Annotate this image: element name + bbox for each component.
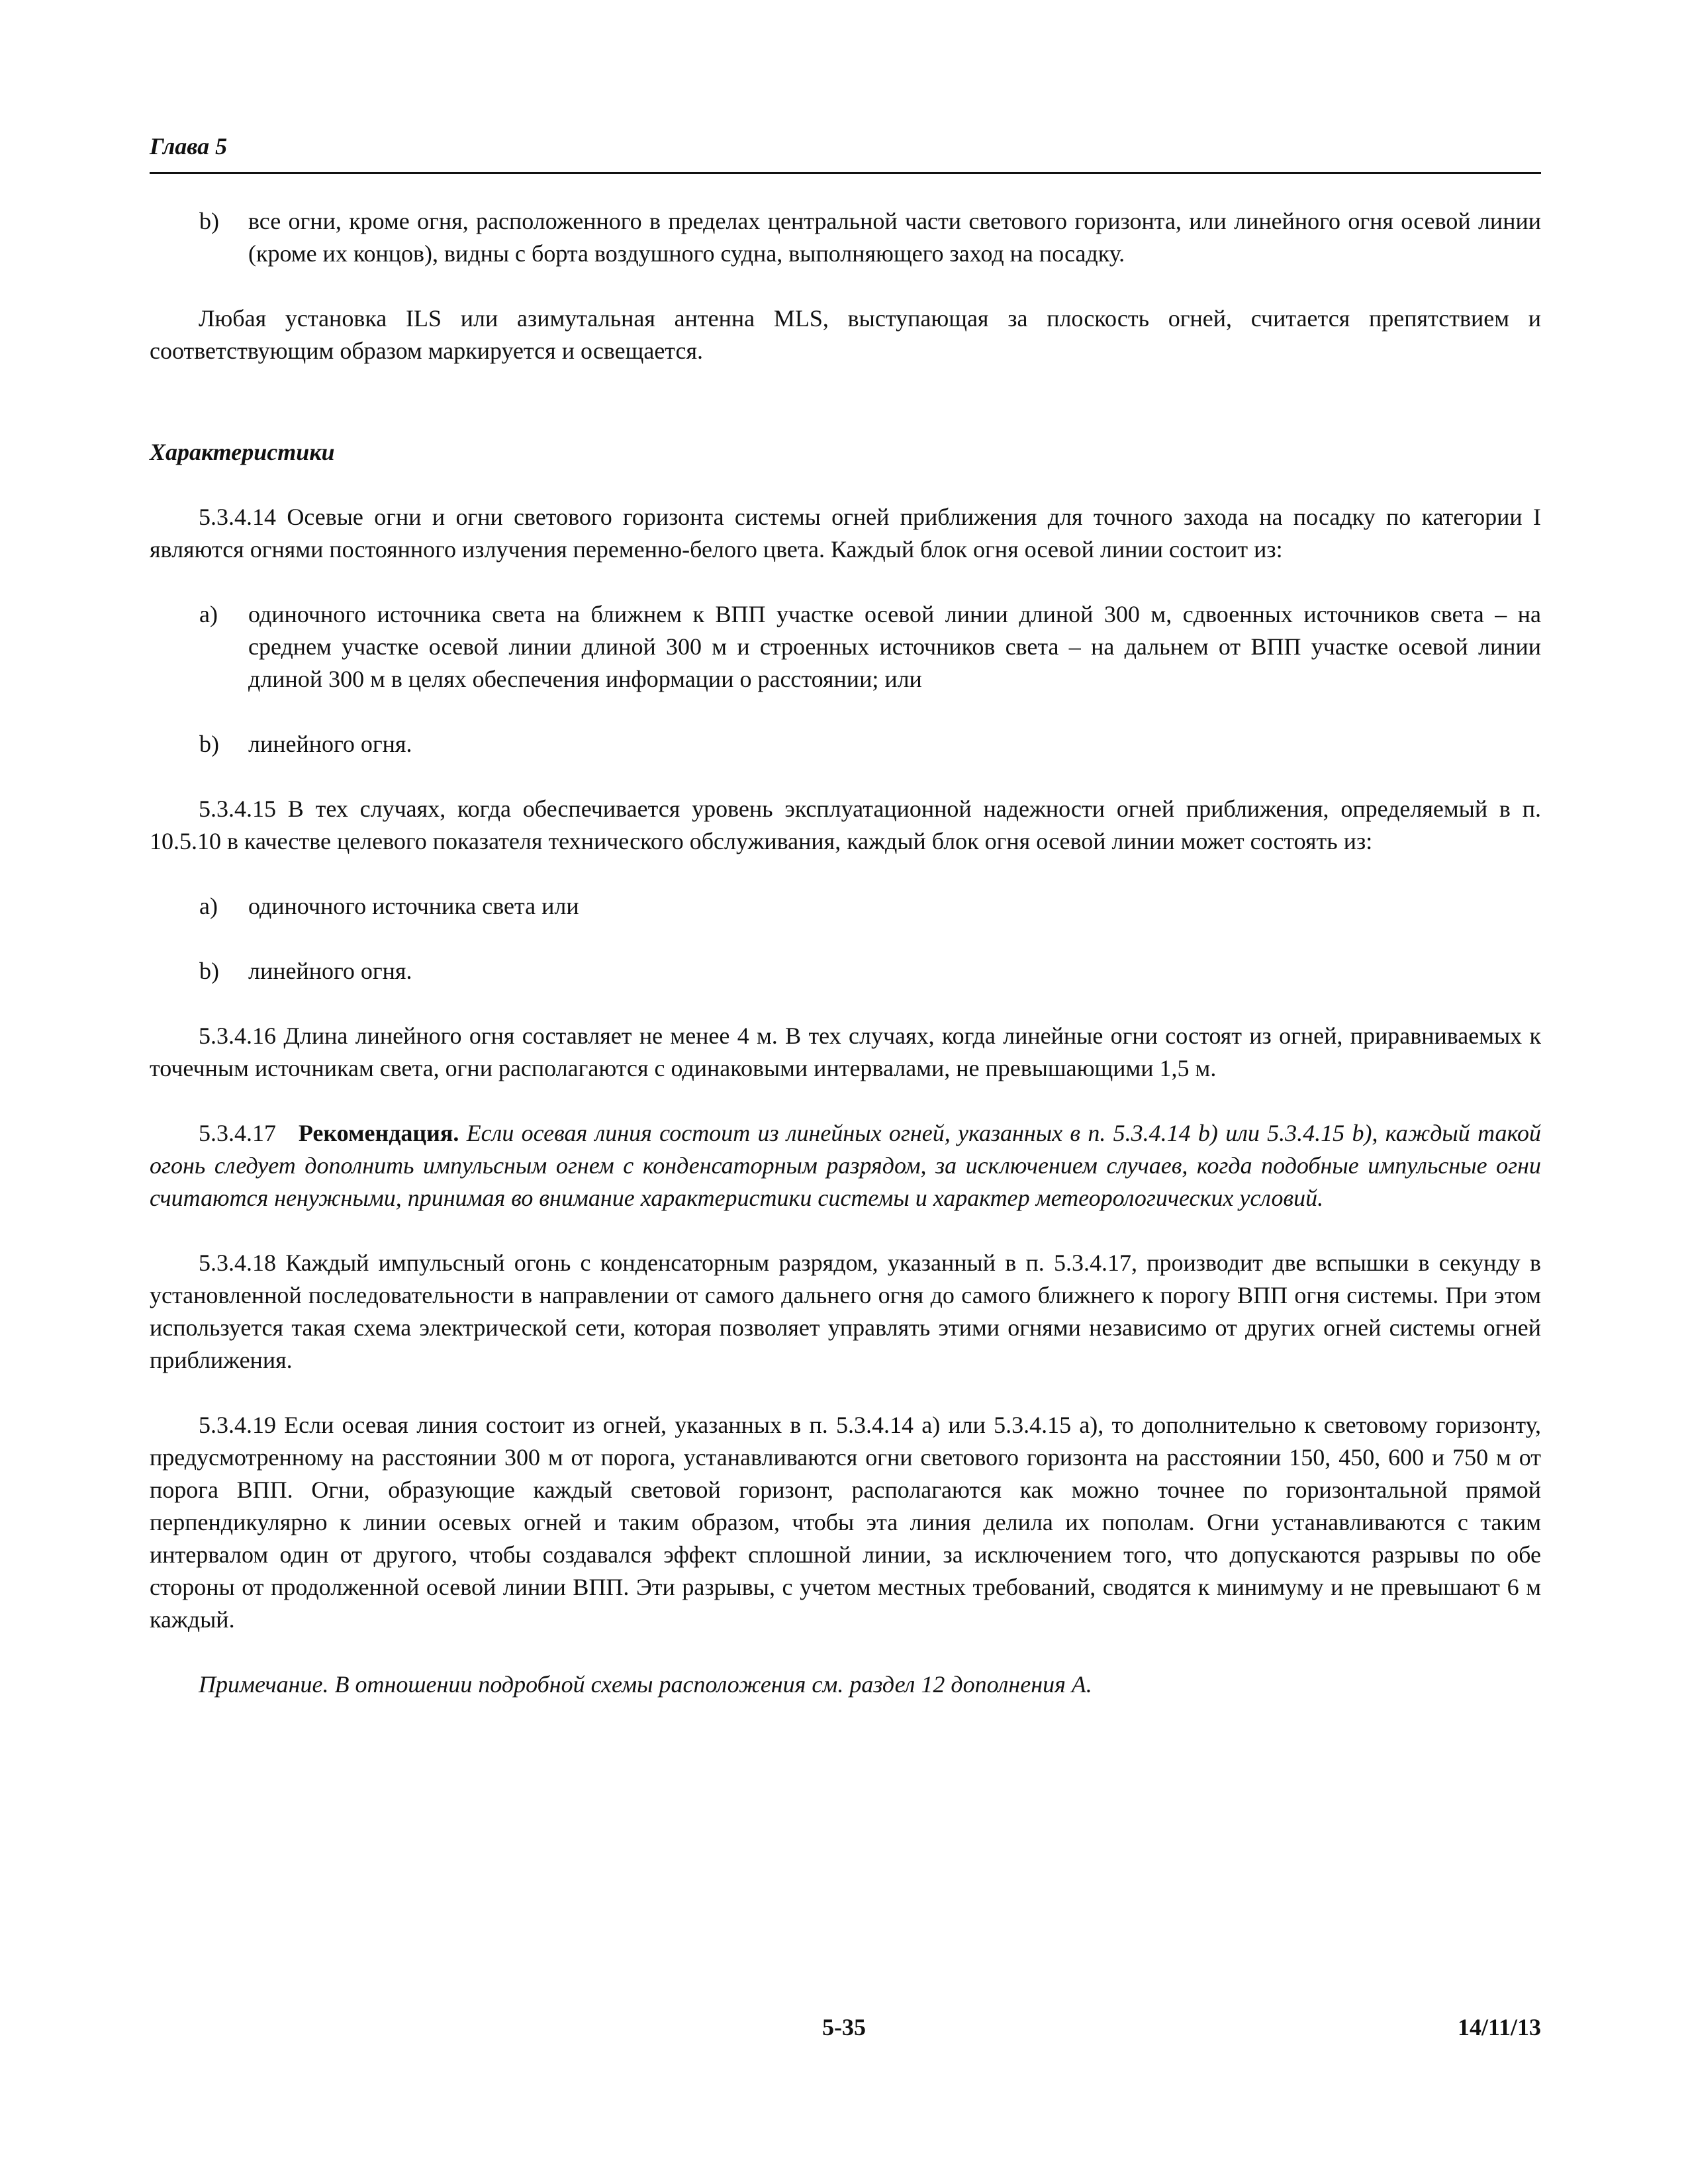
list-item-text: линейного огня. — [248, 731, 412, 757]
list-item — [199, 890, 1541, 923]
list-item-text: одиночного источника света или — [248, 893, 579, 919]
list-item-label: b) — [199, 958, 219, 984]
paragraph-number: 5.3.4.17 — [199, 1120, 276, 1146]
paragraph-5-3-4-17 — [150, 1117, 1541, 1214]
paragraph-5-3-4-16: 5.3.4.16 Длина линейного огня составляет не менее 4 м. В тех случаях, когда линейные огни состоят из огней, приравниваемых к точечным источникам света, огни располагаются с одинаковыми интервалами, не превышающими 1,5 м. — [150, 1023, 1541, 1081]
list-item — [199, 728, 1541, 760]
list-item — [199, 205, 1541, 270]
paragraph-5-3-4-19: 5.3.4.19 Если осевая линия состоит из огней, указанных в п. 5.3.4.14 a) или 5.3.4.15 a), то дополнительно к световому горизонту, предусмотренному на расстоянии 300 м от порога, устанавливаются огни светового горизонта на расстоянии 150, 450, 600 и 750 м от порога ВПП. Огни, образующие каждый световой горизонт, располагаются как можно точнее по горизонтальной прямой перпендикулярно к линии осевых огней и таким образом, чтобы эта линия делила их пополам. Огни устанавливаются с таким интервалом один от другого, чтобы создавался эффект сплошной линии, за исключением того, что допускаются разрывы по обе стороны от продолженной осевой линии ВПП. Эти разрывы, с учетом местных требований, сводятся к минимуму и не превышают 6 м каждый. — [150, 1412, 1541, 1633]
list-item — [199, 598, 1541, 696]
chapter-header: Глава 5 — [150, 133, 228, 159]
list-item-text: одиночного источника света на ближнем к ВПП участке осевой линии длиной 300 м, сдвоенных источников света – на среднем участке осевой линии длиной 300 м и строенных источников света – на дальнем от ВПП участке осевой линии длиной 300 м в целях обеспечения информации о расстоянии; или — [248, 601, 1541, 692]
list-item-label: b) — [199, 731, 219, 757]
list-item-label: b) — [199, 208, 219, 234]
page-number: 5-35 — [822, 2014, 866, 2040]
list-item-text: линейного огня. — [248, 958, 412, 984]
page-content — [150, 205, 1541, 1701]
footer-date: 14/11/13 — [1457, 2014, 1541, 2040]
section-title: Характеристики — [150, 439, 335, 465]
paragraph-intro: Любая установка ILS или азимутальная антенна MLS, выступающая за плоскость огней, считается препятствием и соответствующим образом маркируется и освещается. — [150, 305, 1541, 364]
list-item-text: все огни, кроме огня, расположенного в пределах центральной части светового горизонта, или линейного огня осевой линии (кроме их концов), видны с борта воздушного судна, выполняющего заход на посадку. — [248, 208, 1541, 267]
paragraph-5-3-4-18: 5.3.4.18 Каждый импульсный огонь с конденсаторным разрядом, указанный в п. 5.3.4.17, производит две вспышки в секунду в установленной последовательности в направлении от самого дальнего огня до самого ближнего к порогу ВПП огня системы. При этом используется такая схема электрической сети, которая позволяет управлять этими огнями независимо от других огней системы огней приближения. — [150, 1250, 1541, 1373]
paragraph-5-3-4-14: 5.3.4.14 Осевые огни и огни светового горизонта системы огней приближения для точного захода на посадку по категории I являются огнями постоянного излучения переменно-белого цвета. Каждый блок огня осевой линии состоит из: — [150, 504, 1541, 563]
list-item — [199, 955, 1541, 987]
recommendation-label: Рекомендация. — [298, 1120, 459, 1146]
recommendation-text: Если осевая линия состоит из линейных огней, указанных в п. 5.3.4.14 b) или 5.3.4.15 b), каждый такой огонь следует дополнить импульсным огнем с конденсаторным разрядом, за исключением случаев, когда подобные импульсные огни считаются ненужными, принимая во внимание характеристики системы и характер метеорологических условий. — [150, 1120, 1541, 1211]
note: Примечание. В отношении подробной схемы расположения см. раздел 12 дополнения A. — [199, 1671, 1092, 1698]
header-rule — [150, 172, 1541, 174]
list-item-label: a) — [199, 893, 218, 919]
paragraph-5-3-4-15: 5.3.4.15 В тех случаях, когда обеспечивается уровень эксплуатационной надежности огней приближения, определяемый в п. 10.5.10 в качестве целевого показателя технического обслуживания, каждый блок огня осевой линии может состоять из: — [150, 796, 1541, 854]
list-item-label: a) — [199, 601, 218, 627]
